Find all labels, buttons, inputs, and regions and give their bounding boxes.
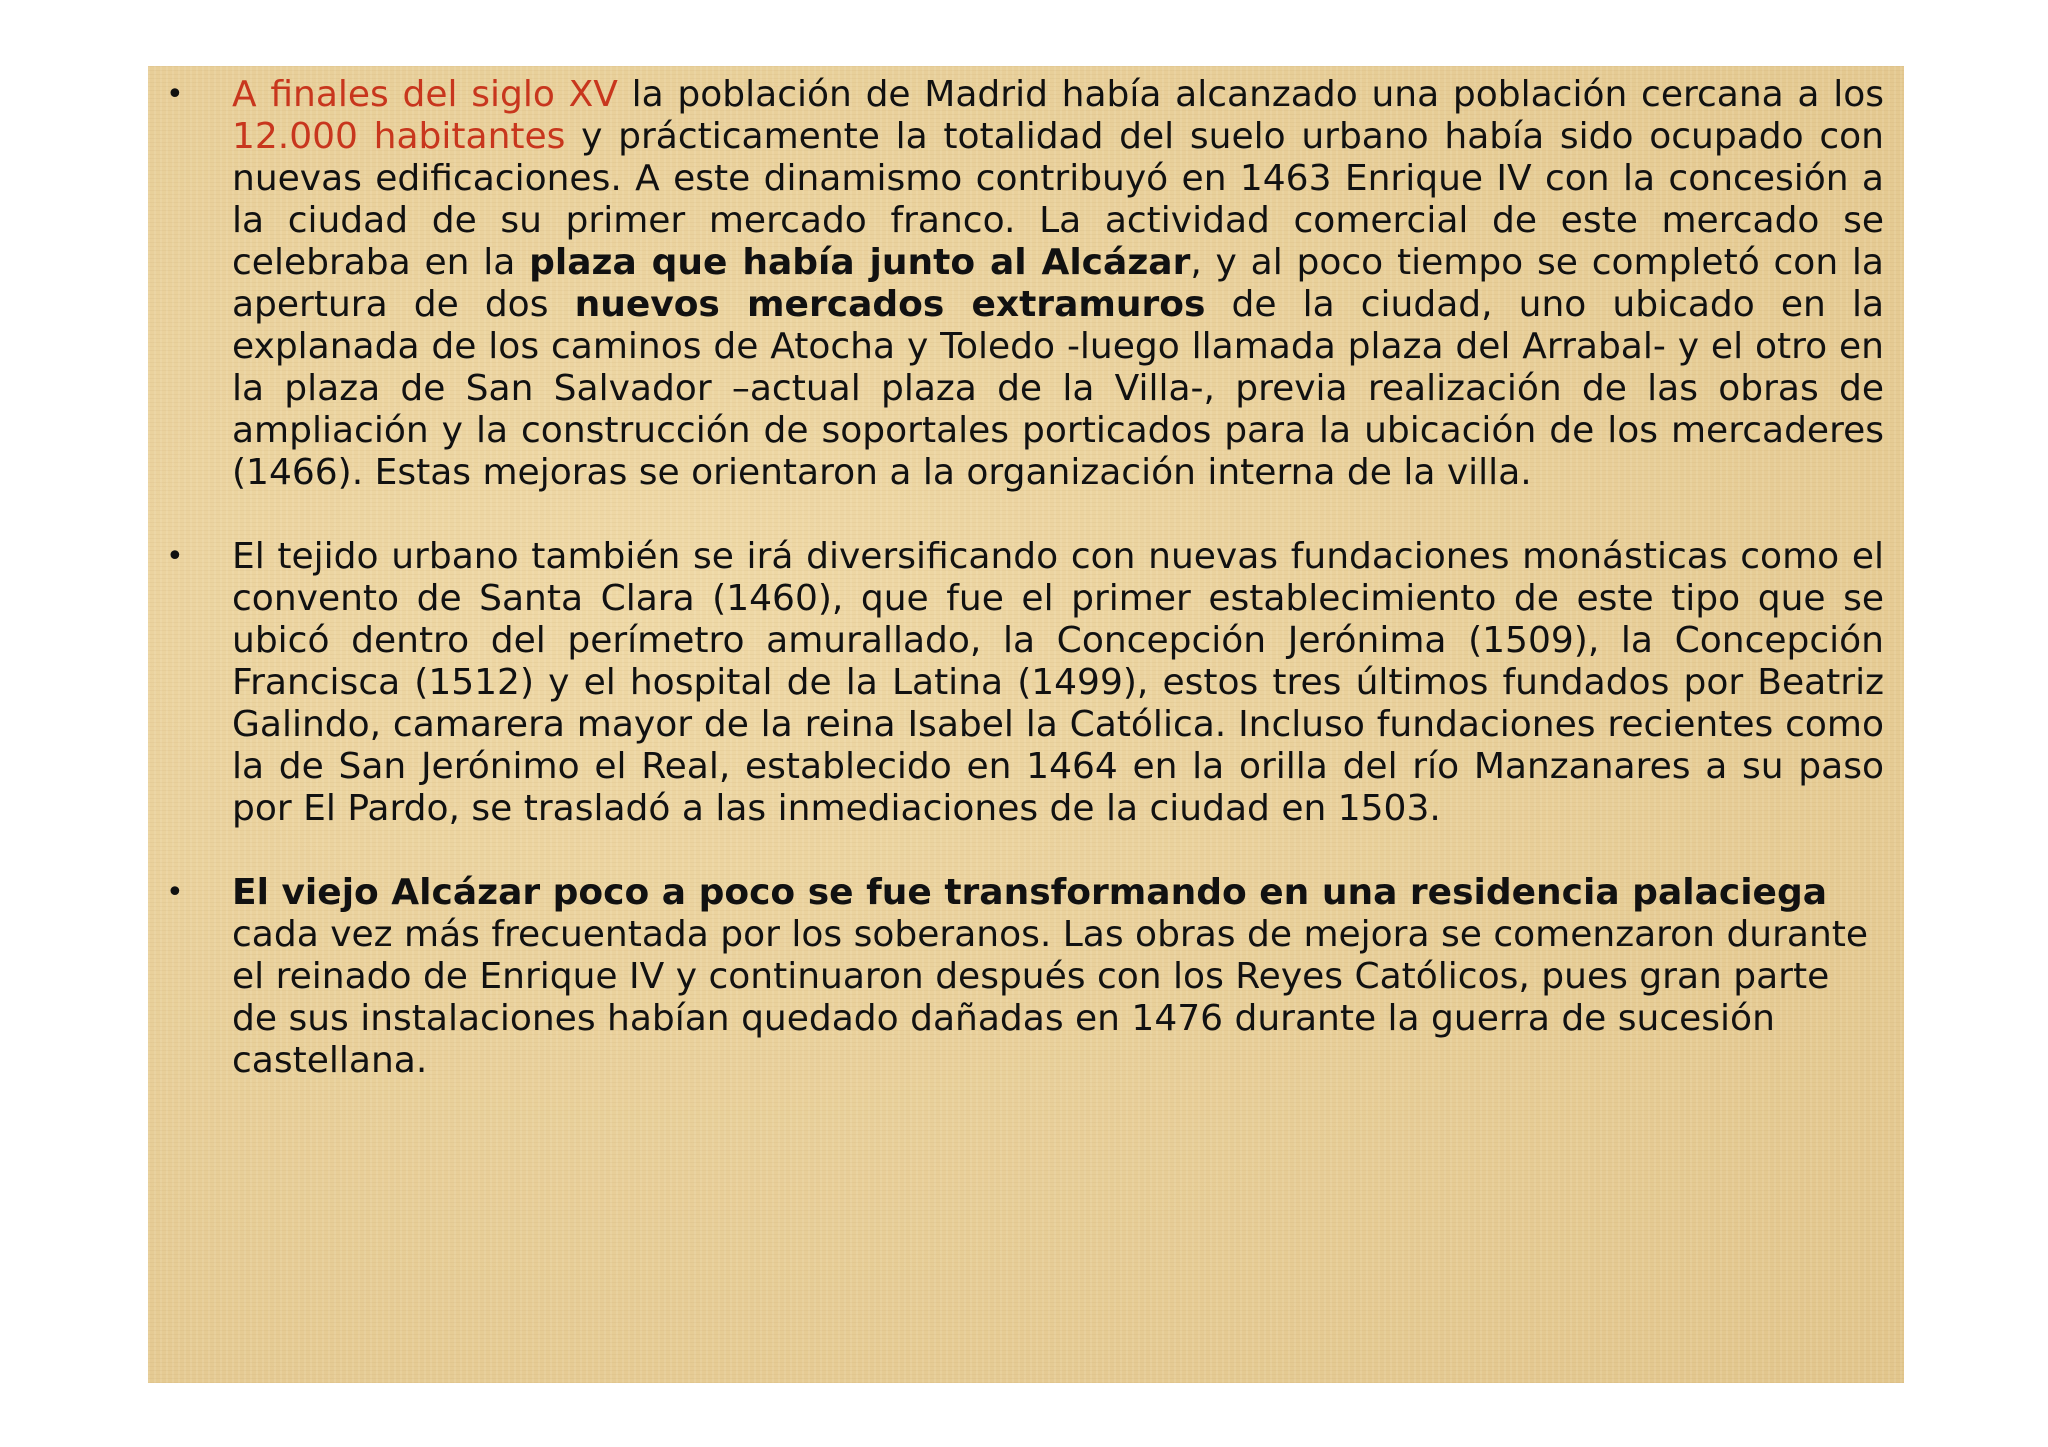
bullet-item-1 — [148, 74, 1904, 494]
slide-content — [148, 74, 1904, 1124]
paragraph-urban-fabric: El tejido urbano también se irá diversificando con nuevas fundaciones monásticas como el convento de Santa Clara (1460), que fue el primer establecimiento de este tipo que se ubicó dentro del perímetro amurallado, la Concepción Jerónima (1509), la Concepción Francisca (1512) y el hospital de la Latina (1499), estos tres últimos fundados por Beatriz Galindo, camarera mayor de la reina Isabel la Católica. Incluso fundaciones recientes como la de San Jerónimo el Real, establecido en 1464 en la orilla del río Manzanares a su paso por El Pardo, se trasladó a las inmediaciones de la ciudad en 1503. — [232, 536, 1884, 829]
bullet-marker: • — [166, 539, 184, 574]
bold-plaza-alcazar: plaza que había junto al Alcázar — [529, 242, 1191, 283]
bold-new-markets: nuevos mercados extramuros — [574, 284, 1206, 325]
text-segment: la población de Madrid había alcanzado una población cercana a los — [617, 74, 1885, 115]
bullet-marker: • — [166, 875, 184, 910]
text-segment: de la ciudad, uno ubicado en la explanada de los caminos de Atocha y Toledo -luego llamada plaza del Arrabal- y el otro en la plaza de San Salvador –actual plaza de la Villa-, previa realización de las obras de ampliación y la construcción de soportales porticados para la ubicación de los mercaderes (1466). Estas mejoras se orientaron a la organización interna de la villa. — [232, 284, 1885, 493]
text-segment: , y al poco tiempo se completó con la apertura de dos — [232, 242, 1884, 325]
slide-background — [148, 66, 1904, 1383]
text-segment: y prácticamente la totalidad del suelo urbano había sido ocupado con nuevas edificaciones. A este dinamismo contribuyó en 1463 Enrique IV con la concesión a la ciudad de su primer mercado franco. La actividad comercial de este mercado se celebraba en la — [232, 116, 1884, 283]
bold-alcazar-residence: El viejo Alcázar poco a poco se fue transformando en una residencia palaciega — [232, 872, 1828, 913]
bullet-item-3 — [148, 872, 1904, 1082]
bullet-marker: • — [166, 77, 184, 112]
paragraph-madrid-population — [232, 74, 1884, 494]
text-segment: cada vez más frecuentada por los soberanos. Las obras de mejora se comenzaron durante el reinado de Enrique IV y continuaron después con los Reyes Católicos, pues gran parte de sus instalaciones habían quedado dañadas en 1476 durante la guerra de sucesión castellana. — [232, 914, 1869, 1081]
paragraph-old-alcazar — [232, 872, 1884, 1082]
highlight-inhabitants: 12.000 habitantes — [232, 116, 566, 157]
highlight-late-15th-century: A finales del siglo XV — [232, 74, 618, 115]
bullet-item-2 — [148, 536, 1904, 830]
